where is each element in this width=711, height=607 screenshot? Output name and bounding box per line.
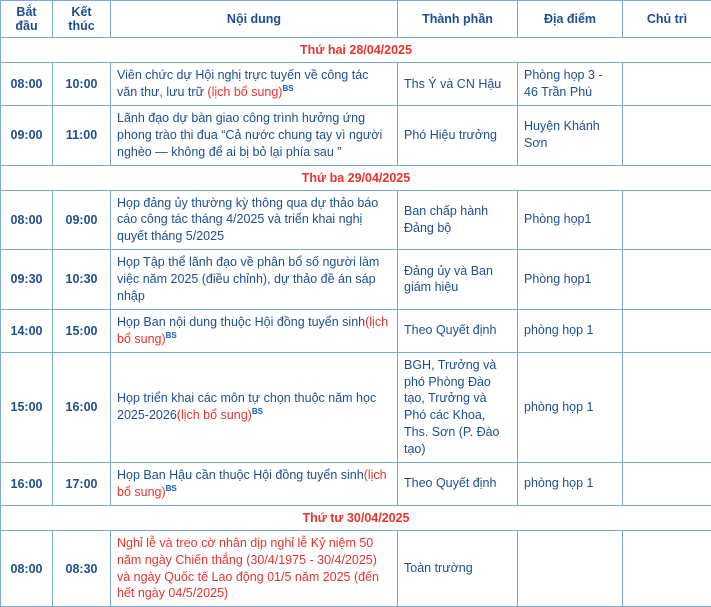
cell-chair	[623, 462, 711, 505]
content-text: Họp triển khai các môn tự chọn thuộc năm học 2025-2026	[117, 391, 376, 422]
day-header-row	[1, 505, 711, 530]
cell-content	[111, 462, 398, 505]
cell-start-time: 15:00	[1, 352, 53, 462]
cell-start-time: 08:00	[1, 190, 53, 250]
cell-chair	[623, 530, 711, 607]
table-row[interactable]	[1, 190, 711, 250]
cell-chair	[623, 105, 711, 165]
table-row[interactable]	[1, 105, 711, 165]
table-row[interactable]	[1, 462, 711, 505]
day-label: Thứ ba 29/04/2025	[1, 165, 711, 190]
cell-component: Đảng ủy và Ban giám hiệu	[398, 250, 518, 310]
column-header-component: Thành phần	[398, 1, 518, 38]
table-body	[1, 38, 711, 607]
cell-component: Phó Hiệu trưởng	[398, 105, 518, 165]
cell-end-time: 16:00	[53, 352, 111, 462]
cell-component: Ban chấp hành Đảng bộ	[398, 190, 518, 250]
cell-place	[518, 530, 623, 607]
cell-place: Phòng họp 3 - 46 Trần Phú	[518, 63, 623, 106]
header-row	[1, 1, 711, 38]
cell-end-time: 10:00	[53, 63, 111, 106]
supplement-badge: BS	[252, 407, 263, 416]
table-header	[1, 1, 711, 38]
cell-end-time: 11:00	[53, 105, 111, 165]
content-text: Lãnh đạo dự bàn giao công trình hưởng ứng phong trào thi đua “Cả nước chung tay vì người nghèo — không để ai bị bỏ lại phía sau ”	[117, 111, 382, 159]
cell-content	[111, 250, 398, 310]
cell-end-time: 10:30	[53, 250, 111, 310]
column-header-end: Kết thúc	[53, 1, 111, 38]
cell-chair	[623, 63, 711, 106]
content-supplement-note: (lịch bổ sung)	[177, 408, 252, 422]
day-label: Thứ tư 30/04/2025	[1, 505, 711, 530]
cell-start-time: 08:00	[1, 530, 53, 607]
cell-start-time: 08:00	[1, 63, 53, 106]
cell-chair	[623, 190, 711, 250]
cell-content	[111, 352, 398, 462]
cell-end-time: 08:30	[53, 530, 111, 607]
table-row[interactable]	[1, 63, 711, 106]
cell-start-time: 09:30	[1, 250, 53, 310]
content-supplement-note: Nghỉ lễ và treo cờ nhân dịp nghỉ lễ Kỷ niệm 50 năm ngày Chiến thắng (30/4/1975 - 30/4/2025) và ngày Quốc tế Lao động 01/5 năm 2025 (đến hết ngày 04/5/2025)	[117, 536, 379, 601]
table-row[interactable]	[1, 250, 711, 310]
supplement-badge: BS	[282, 84, 293, 93]
cell-component: BGH, Trưởng và phó Phòng Đào tạo, Trưởng và Phó các Khoa, Ths. Sơn (P. Đào tạo)	[398, 352, 518, 462]
column-header-chair: Chủ trì	[623, 1, 711, 38]
table-row[interactable]	[1, 309, 711, 352]
supplement-badge: BS	[166, 331, 177, 340]
cell-start-time: 09:00	[1, 105, 53, 165]
cell-content	[111, 309, 398, 352]
column-header-start: Bắt đầu	[1, 1, 53, 38]
cell-place: Huyện Khánh Sơn	[518, 105, 623, 165]
cell-place: Phòng họp1	[518, 250, 623, 310]
cell-place: phòng họp 1	[518, 462, 623, 505]
cell-end-time: 17:00	[53, 462, 111, 505]
content-supplement-note: (lịch bổ sung)	[117, 468, 387, 499]
table-row[interactable]	[1, 530, 711, 607]
content-supplement-note: (lịch bổ sung)	[207, 85, 282, 99]
content-text: Họp Tập thể lãnh đạo về phân bổ số người làm việc năm 2025 (điều chỉnh), dự thảo đề án sáp nhập	[117, 255, 379, 303]
cell-chair	[623, 309, 711, 352]
cell-content	[111, 530, 398, 607]
cell-start-time: 14:00	[1, 309, 53, 352]
cell-chair	[623, 250, 711, 310]
cell-component: Ths Ý và CN Hậu	[398, 63, 518, 106]
cell-chair	[623, 352, 711, 462]
column-header-place: Địa điểm	[518, 1, 623, 38]
cell-end-time: 15:00	[53, 309, 111, 352]
cell-component: Theo Quyết định	[398, 309, 518, 352]
cell-end-time: 09:00	[53, 190, 111, 250]
cell-component: Toàn trường	[398, 530, 518, 607]
day-header-row	[1, 38, 711, 63]
cell-content	[111, 190, 398, 250]
content-supplement-note: (lịch bổ sung)	[117, 315, 388, 346]
table-row[interactable]	[1, 352, 711, 462]
cell-place: phòng họp 1	[518, 352, 623, 462]
cell-content	[111, 63, 398, 106]
content-text: Họp Ban Hậu cần thuộc Hội đồng tuyển sinh	[117, 468, 364, 482]
column-header-content: Nội dung	[111, 1, 398, 38]
content-text: Viên chức dự Hội nghị trực tuyến về công tác văn thư, lưu trữ	[117, 68, 368, 99]
content-text: Họp đảng ủy thường kỳ thông qua dự thảo báo cáo công tác tháng 4/2025 và triển khai nghị quyết tháng 5/2025	[117, 196, 378, 244]
cell-place: phòng họp 1	[518, 309, 623, 352]
content-text: Họp Ban nội dung thuộc Hội đồng tuyển sinh	[117, 315, 365, 329]
cell-place: Phòng họp1	[518, 190, 623, 250]
day-header-row	[1, 165, 711, 190]
supplement-badge: BS	[166, 484, 177, 493]
day-label: Thứ hai 28/04/2025	[1, 38, 711, 63]
cell-component: Theo Quyết định	[398, 462, 518, 505]
cell-content	[111, 105, 398, 165]
cell-start-time: 16:00	[1, 462, 53, 505]
